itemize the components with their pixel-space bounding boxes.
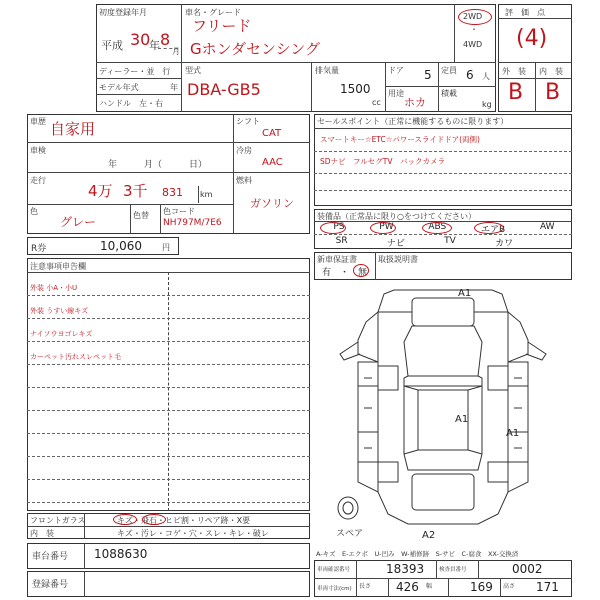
notes-rule (27, 387, 310, 388)
fuel-label: 燃料 (236, 176, 252, 185)
damage-mark-roof: A1 (458, 288, 472, 299)
color-change-label: 色替 (133, 211, 149, 220)
height-label: 高さ (503, 583, 516, 590)
aircon: AAC (262, 157, 283, 168)
score-label: 評 価 点 (505, 8, 545, 17)
doors: 5 (424, 68, 432, 82)
fuel: ガソリン (250, 197, 294, 210)
interior-label: 内 装 (539, 67, 563, 76)
mileage-label: 走行 (30, 176, 46, 185)
notes-rule (27, 341, 310, 342)
car-name-label: 車名・グレード (185, 8, 241, 17)
model-year-label: モデル年式 (99, 83, 139, 92)
diagram-rear (378, 492, 508, 524)
length-value: 426 (396, 580, 419, 594)
mileage-sen: 3千 (123, 182, 148, 200)
car-diagram (314, 282, 572, 544)
sales-point-1: スマートキー☆ETC☆パワースライドドア(両側) (320, 135, 480, 144)
width-label: 幅 (426, 583, 433, 590)
diagram-left-front-wheel (378, 366, 398, 390)
notes-rule (27, 410, 310, 411)
reg-month: 8 (160, 30, 171, 49)
color: グレー (60, 215, 97, 229)
interior-grade: B (545, 80, 561, 105)
equip-aw: AW (539, 222, 555, 232)
month-unit: 月 (172, 47, 180, 56)
drive-2wd: 2WD (463, 12, 483, 21)
notes-rule (27, 479, 310, 480)
damage-mark-right: A1 (506, 428, 520, 439)
shift-label: シフト (236, 117, 260, 126)
diagram-right-front-wheel (488, 366, 508, 390)
drive-dot: ・ (470, 25, 478, 34)
checker-label: 車両確認番号 (317, 567, 351, 573)
spare-label: スペア (336, 529, 364, 539)
equip-abs: ABS (428, 222, 447, 232)
capacity-unit: 人 (482, 72, 490, 81)
diagram-right-mirror (526, 342, 546, 360)
note-line-2: 外装 うすい線キズ (30, 307, 89, 315)
damage-mark-rear: A2 (422, 530, 436, 541)
equip-leather: カワ (495, 239, 514, 249)
width-value: 169 (470, 580, 493, 594)
recycle-label: R券 (31, 244, 47, 254)
check-no-label: 検査員番号 (439, 567, 467, 573)
diagram-left-rear-wheel (378, 462, 398, 482)
diagram-spare-tire (338, 497, 358, 519)
note-line-4: カーペット汚れスレペット毛 (30, 353, 121, 361)
model-year-unit: 年 (170, 83, 178, 92)
diagram-left-side (358, 362, 378, 492)
car-grade: Gホンダセンシング (190, 40, 320, 58)
diagram-front-top (378, 290, 508, 312)
notes-title: 注意事項申告欄 (30, 262, 86, 271)
interior-cond-label: 内 装 (30, 529, 54, 538)
equip-sr: SR (335, 236, 348, 246)
diagram-left-mirror (340, 342, 360, 360)
warranty-value: 有 ・ 無 (322, 268, 368, 278)
notes-rule (27, 364, 310, 365)
reg-label: 登録番号 (32, 580, 69, 590)
reg-block (27, 571, 310, 597)
lot-label: 車台番号 (32, 552, 69, 562)
load-label: 積載 (441, 89, 457, 98)
capacity-label: 定員 (441, 66, 457, 75)
check-number: 0002 (512, 562, 543, 576)
windshield-options: キズ・飛石・ヒビ割・リペア跡・X要 (117, 516, 251, 525)
warranty-label: 新車保証書 (317, 255, 357, 264)
dims-label: 車両寸法(cm) (317, 586, 352, 592)
reg-year: 30 (130, 30, 151, 49)
exterior-label: 外 装 (502, 67, 526, 76)
mileage-rest: 831 (162, 186, 183, 199)
mileage-man: 4万 (88, 182, 113, 200)
equip-ps: PS (333, 222, 345, 232)
equip-airbag: エアB (481, 225, 506, 235)
diagram-right-rear-wheel (488, 462, 508, 482)
color-code-label: 色コード (163, 207, 195, 216)
drive-4wd: 4WD (463, 40, 483, 49)
vehicle-type: 自家用 (50, 120, 96, 138)
displacement-unit: cc (372, 98, 381, 107)
equip-navi: ナビ (386, 239, 405, 249)
year-unit: 年 (149, 39, 160, 52)
color-code: NH797M/7E6 (163, 218, 222, 228)
equipment-title: 装備品（正常品に限り○をつけてください） (317, 212, 476, 221)
exterior-grade: B (508, 80, 524, 105)
notes-rule (27, 502, 310, 503)
door-label: ドア (388, 66, 404, 75)
displacement-label: 排気量 (315, 66, 339, 75)
equip-pw: PW (379, 222, 394, 232)
usage: ホカ (404, 96, 426, 109)
diagram-hood (412, 298, 474, 326)
notes-rule (27, 295, 310, 296)
era-label: 平成 (101, 39, 123, 52)
car-name: フリード (192, 17, 252, 35)
inspection-fields: 年 月（ 日） (108, 160, 208, 170)
dealer-label: ディーラー・並 行 (99, 67, 171, 76)
color-label: 色 (30, 207, 38, 216)
notes-rule (27, 433, 310, 434)
damage-mark-center: A1 (455, 414, 469, 425)
handle-label: ハンドル 左・右 (99, 99, 163, 108)
aircon-label: 冷房 (236, 146, 252, 155)
sales-point-2: SDナビ フルセグTV バックカメラ (320, 157, 445, 166)
vehicle-type-label: 車歴 (30, 117, 46, 126)
interior-cond-options: キズ・汚レ・コゲ・穴・スレ・キレ・破レ (117, 529, 269, 538)
recycle-unit: 円 (162, 243, 170, 252)
note-line-1: 外装 小A・小U (30, 284, 78, 292)
model-code: DBA-GB5 (187, 80, 261, 99)
recycle-amount: 10,060 (100, 239, 142, 253)
first-reg-label: 初度登録年月 (99, 8, 147, 17)
notes-divider (168, 272, 169, 511)
diagram-front-right-fender (508, 312, 528, 362)
score-value: (4) (516, 26, 548, 51)
lot-block (27, 543, 310, 569)
load-unit: kg (482, 100, 492, 109)
diagram-windshield (404, 326, 482, 376)
equipment-row-2 (316, 236, 572, 249)
windshield-label: フロントガラス (30, 516, 86, 525)
notes-rule (27, 318, 310, 319)
sales-points-title: セールスポイント（正常に機能するものに限ります） (317, 117, 509, 126)
capacity: 6 (466, 68, 474, 82)
lot-number: 1088630 (94, 547, 148, 561)
equip-tv: TV (444, 236, 456, 246)
length-label: 長さ (359, 583, 372, 590)
inspection-label: 車検 (30, 146, 46, 155)
mileage-unit: km (200, 190, 213, 199)
notes-rule (27, 456, 310, 457)
displacement: 1500 (340, 82, 371, 96)
damage-legend: A-キズ E-エクボ U-凹み W-補修跡 S-サビ C-腐食 XX-交換済 (316, 550, 519, 558)
diagram-right-side (508, 362, 528, 492)
checker-number: 18393 (386, 562, 425, 576)
diagram-tailgate (412, 474, 474, 510)
diagram-front-left-fender (358, 312, 378, 362)
height-value: 171 (536, 580, 559, 594)
type-label: 型式 (185, 66, 201, 75)
diagram-rear-window (404, 454, 482, 470)
shift: CAT (262, 128, 282, 139)
usage-label: 用途 (388, 89, 404, 98)
manual-label: 取扱説明書 (378, 255, 418, 264)
note-line-3: ナイソウヨゴレキズ (30, 330, 93, 338)
